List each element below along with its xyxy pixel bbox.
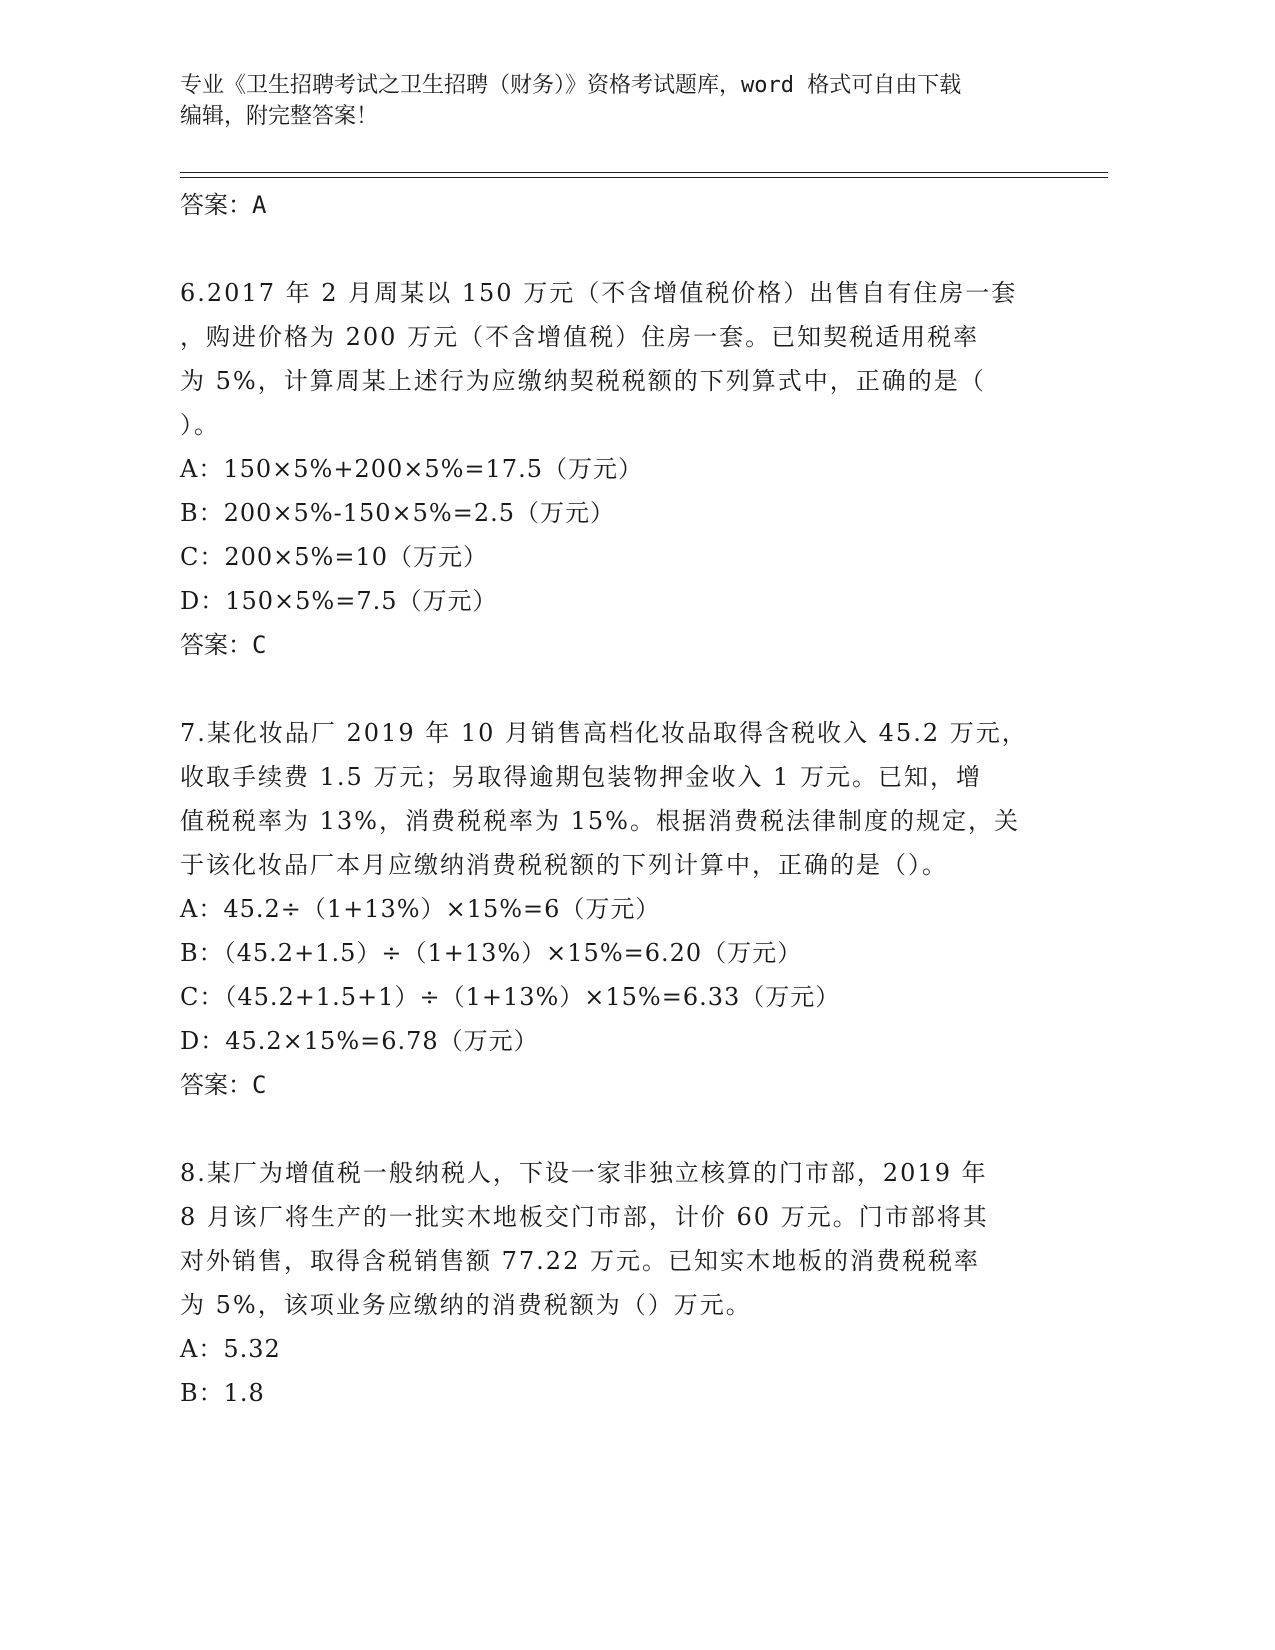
option-c: C：200×5%=10（万元） — [180, 543, 489, 571]
spacer — [180, 1107, 1080, 1151]
answer-line: 答案：C — [180, 631, 267, 659]
stem-line: 8.某厂为增值税一般纳税人，下设一家非独立核算的门市部，2019 年 — [180, 1159, 988, 1187]
question-stem — [180, 1151, 1080, 1327]
stem-line: 为 5%，计算周某上述行为应缴纳契税税额的下列算式中，正确的是（ — [180, 367, 986, 395]
header-line-2: 编辑，附完整答案！ — [180, 104, 379, 129]
option-a: A：45.2÷（1+13%）×15%=6（万元） — [180, 895, 661, 923]
page-header — [180, 70, 1100, 132]
document-body — [180, 183, 1080, 1415]
header-line-1: 专业《卫生招聘考试之卫生招聘（财务）》资格考试题库，word 格式可自由下载 — [180, 73, 962, 98]
answer-line: 答案：C — [180, 1071, 267, 1099]
spacer — [180, 667, 1080, 711]
question-7 — [180, 711, 1080, 1107]
question-stem — [180, 271, 1080, 447]
option-b: B：（45.2+1.5）÷（1+13%）×15%=6.20（万元） — [180, 939, 803, 967]
option-c: C：（45.2+1.5+1）÷（1+13%）×15%=6.33（万元） — [180, 983, 841, 1011]
stem-line: 收取手续费 1.5 万元；另取得逾期包装物押金收入 1 万元。已知，增 — [180, 763, 982, 791]
option-d: D：150×5%=7.5（万元） — [180, 587, 498, 615]
answer-line: 答案：A — [180, 191, 267, 219]
stem-line: ）。 — [180, 411, 220, 439]
stem-line: 值税税率为 13%，消费税税率为 15%。根据消费税法律制度的规定，关 — [180, 807, 1020, 835]
option-a: A：5.32 — [180, 1335, 281, 1363]
option-b: B：1.8 — [180, 1379, 265, 1407]
option-a: A：150×5%+200×5%=17.5（万元） — [180, 455, 643, 483]
spacer — [180, 227, 1080, 271]
stem-line: ，购进价格为 200 万元（不含增值税）住房一套。已知契税适用税率 — [180, 323, 980, 351]
question-6 — [180, 271, 1080, 667]
header-divider — [180, 172, 1108, 178]
stem-line: 为 5%，该项业务应缴纳的消费税额为（）万元。 — [180, 1291, 752, 1319]
question-8 — [180, 1151, 1080, 1415]
option-b: B：200×5%-150×5%=2.5（万元） — [180, 499, 616, 527]
stem-line: 7.某化妆品厂 2019 年 10 月销售高档化妆品取得含税收入 45.2 万元， — [180, 719, 1028, 747]
question-stem — [180, 711, 1080, 887]
stem-line: 8 月该厂将生产的一批实木地板交门市部，计价 60 万元。门市部将其 — [180, 1203, 989, 1231]
stem-line: 于该化妆品厂本月应缴纳消费税税额的下列计算中，正确的是（）。 — [180, 851, 948, 879]
stem-line: 6.2017 年 2 月周某以 150 万元（不含增值税价格）出售自有住房一套 — [180, 279, 1018, 307]
option-d: D：45.2×15%=6.78（万元） — [180, 1027, 539, 1055]
stem-line: 对外销售，取得含税销售额 77.22 万元。已知实木地板的消费税税率 — [180, 1247, 980, 1275]
